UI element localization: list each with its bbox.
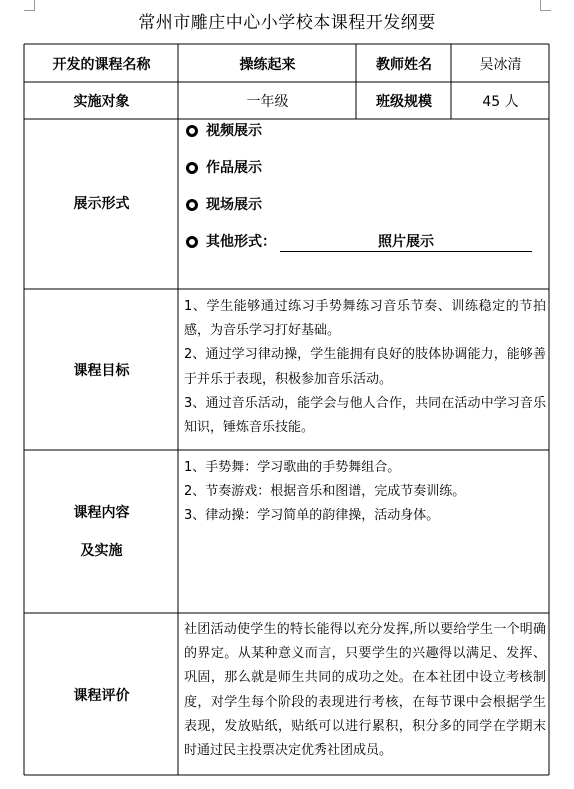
bullet-icon <box>186 162 198 174</box>
display-item-live: 现场展示 <box>206 197 262 213</box>
display-other-label: 其他形式： <box>206 234 276 250</box>
bullet-icon <box>186 125 198 137</box>
course-evaluation-label: 课程评价 <box>73 687 130 704</box>
display-other-value: 照片展示 <box>280 233 532 252</box>
class-size-label: 班级规模 <box>376 94 432 110</box>
course-content-label-line2: 及实施 <box>80 543 123 559</box>
course-name-label: 开发的课程名称 <box>52 56 151 73</box>
course-goals-label: 课程目标 <box>73 363 130 379</box>
content-item: 2、节奏游戏：根据音乐和图谱，完成节奏训练。 <box>184 484 466 500</box>
course-content-text <box>184 456 546 529</box>
goal-item: 3、通过音乐活动，能学会与他人合作，共同在活动中学习音乐知识，锤炼音乐技能。 <box>184 395 546 436</box>
goal-item: 1、学生能够通过练习手势舞练习音乐节奏、训练稳定的节拍感，为音乐学习打好基础。 <box>184 299 546 339</box>
class-size-value: 45 人 <box>482 94 519 110</box>
bullet-icon <box>186 236 198 248</box>
course-evaluation-text <box>184 618 546 763</box>
evaluation-paragraph: 社团活动使学生的特长能得以充分发挥,所以要给学生一个明确的界定。从某种意义而言，只要学生的兴趣得以满足、发挥、巩固，那么就是师生共同的成功之处。在本社团中设立考核制度，对学生每个阶段的表现进行考核，在每节课中会根据学生表现，发放贴纸，贴纸可以进行累积，积分多的同学在学期末时通过民主投票决定优秀社团成员。 <box>184 622 546 759</box>
teacher-name-value: 吴冰清 <box>479 56 522 73</box>
teacher-name-label: 教师姓名 <box>376 56 432 73</box>
list-item <box>186 196 546 214</box>
bullet-icon <box>186 199 198 211</box>
document-title: 常州市雕庄中心小学校本课程开发纲要 <box>138 13 436 33</box>
course-content-label-line1: 课程内容 <box>73 505 130 521</box>
display-form-list <box>186 122 546 270</box>
display-item-works: 作品展示 <box>206 160 262 176</box>
list-item <box>186 122 546 140</box>
goal-item: 2、通过学习律动操，学生能拥有良好的肢体协调能力，能够善于并乐于表现，积极参加音乐活动。 <box>184 347 546 387</box>
list-item <box>186 233 546 251</box>
content-item: 1、手势舞：学习歌曲的手势舞组合。 <box>184 460 401 475</box>
target-label: 实施对象 <box>73 94 130 110</box>
target-value: 一年级 <box>246 94 289 110</box>
display-item-video: 视频展示 <box>206 123 262 139</box>
display-form-label: 展示形式 <box>73 196 130 212</box>
list-item <box>186 159 546 177</box>
course-name-value: 操练起来 <box>239 56 296 73</box>
content-item: 3、律动操：学习简单的韵律操，活动身体。 <box>184 508 440 524</box>
course-goals-text <box>184 295 546 440</box>
